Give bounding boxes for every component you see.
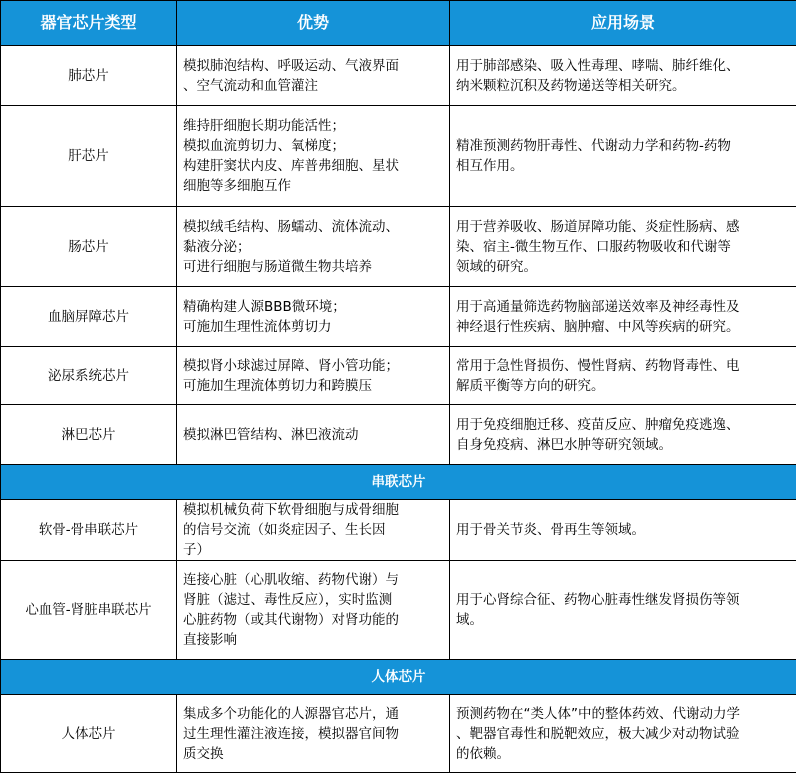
advantage-line: 、空气流动和血管灌注	[183, 77, 318, 94]
application-line: 神经退行性疾病、脑肿瘤、中风等疾病的研究。	[456, 318, 740, 335]
section-title-human: 人体芯片	[1, 660, 796, 695]
application-cell	[450, 287, 796, 347]
header-application: 应用场景	[450, 1, 796, 46]
table-row-gut	[1, 207, 796, 287]
application-line: 用于骨关节炎、骨再生等领域。	[456, 522, 645, 538]
application-cell	[450, 106, 796, 207]
advantage-cell	[177, 106, 450, 207]
table-row-liver	[1, 106, 796, 207]
application-line: 纳米颗粒沉积及药物递送等相关研究。	[456, 77, 686, 94]
advantage-line: 精确构建人源BBB微环境；	[183, 298, 346, 315]
application-line: 、靶器官毒性和脱靶效应，极大减少对动物试验	[456, 725, 740, 742]
advantage-cell	[177, 207, 450, 287]
advantage-line: 肾脏（滤过、毒性反应），实时监测	[183, 592, 393, 608]
chip-name: 泌尿系统芯片	[1, 347, 177, 405]
application-line: 用于心肾综合征、药物心脏毒性继发肾损伤等领	[456, 592, 740, 608]
chip-name: 肝芯片	[1, 106, 177, 207]
advantage-line: 子）	[183, 542, 210, 558]
application-line: 用于营养吸收、肠道屏障功能、炎症性肠病、感	[456, 218, 740, 235]
table-row-bone	[1, 500, 796, 561]
application-cell	[450, 46, 796, 106]
table-row-kidney	[1, 347, 796, 405]
advantage-line: 模拟肾小球滤过屏障、肾小管功能；	[183, 357, 399, 374]
advantage-line: 质交换	[183, 745, 224, 762]
header-type: 器官芯片类型	[1, 1, 177, 46]
advantage-line: 模拟肺泡结构、呼吸运动、气液界面	[183, 57, 399, 74]
chip-name: 肺芯片	[1, 46, 177, 106]
advantage-line: 可施加生理流体剪切力和跨膜压	[183, 377, 372, 394]
advantage-line: 直接影响	[183, 632, 237, 648]
advantage-line: 心脏药物（或其代谢物）对肾功能的	[183, 612, 399, 628]
advantage-line: 细胞等多细胞互作	[183, 178, 291, 194]
application-line: 域。	[456, 612, 483, 628]
table-row-lymph	[1, 405, 796, 465]
application-line: 预测药物在“类人体”中的整体药效、代谢动力学	[456, 705, 740, 722]
chip-name: 人体芯片	[1, 695, 177, 773]
advantage-cell	[177, 46, 450, 106]
application-line: 用于免疫细胞迁移、疫苗反应、肿瘤免疫逃逸、	[456, 416, 740, 433]
application-line: 用于高通量筛选药物脑部递送效率及神经毒性及	[456, 298, 740, 315]
table-row-bbb	[1, 287, 796, 347]
application-cell	[450, 207, 796, 287]
advantage-cell	[177, 405, 450, 465]
chip-name: 淋巴芯片	[1, 405, 177, 465]
advantage-line: 可进行细胞与肠道微生物共培养	[183, 258, 372, 275]
advantage-line: 模拟血流剪切力、氧梯度；	[183, 138, 345, 154]
application-cell	[450, 500, 796, 561]
advantage-line: 黏液分泌；	[183, 238, 251, 255]
advantage-line: 集成多个功能化的人源器官芯片，通	[183, 705, 399, 722]
application-line: 自身免疫病、淋巴水肿等研究领域。	[456, 436, 672, 453]
application-line: 精准预测药物肝毒性、代谢动力学和药物-药物	[456, 138, 731, 154]
advantage-cell	[177, 347, 450, 405]
chip-name: 软骨-骨串联芯片	[1, 500, 177, 561]
application-cell	[450, 347, 796, 405]
table-row-human	[1, 695, 796, 773]
section-row-series	[1, 465, 796, 500]
advantage-cell	[177, 561, 450, 660]
application-line: 领域的研究。	[456, 258, 537, 275]
advantage-cell	[177, 695, 450, 773]
advantage-line: 维持肝细胞长期功能活性；	[183, 118, 345, 134]
application-line: 染、宿主-微生物互作、口服药物吸收和代谢等	[456, 238, 731, 255]
advantage-line: 可施加生理性流体剪切力	[183, 318, 332, 335]
advantage-cell	[177, 287, 450, 347]
advantage-line: 模拟绒毛结构、肠蠕动、流体流动、	[183, 218, 399, 235]
application-cell	[450, 695, 796, 773]
header-row	[1, 1, 796, 46]
advantage-line: 连接心脏（心肌收缩、药物代谢）与	[183, 572, 399, 588]
advantage-line: 构建肝窦状内皮、库普弗细胞、星状	[183, 158, 399, 174]
advantage-line: 模拟机械负荷下软骨细胞与成骨细胞	[183, 502, 399, 518]
application-line: 解质平衡等方向的研究。	[456, 377, 605, 394]
advantage-line: 模拟淋巴管结构、淋巴液流动	[183, 426, 359, 443]
table-row-lung	[1, 46, 796, 106]
chip-name: 血脑屏障芯片	[1, 287, 177, 347]
advantage-line: 的信号交流（如炎症因子、生长因	[183, 522, 386, 538]
section-row-human	[1, 660, 796, 695]
application-line: 用于肺部感染、吸入性毒理、哮喘、肺纤维化、	[456, 57, 740, 74]
advantage-cell	[177, 500, 450, 561]
header-advantage: 优势	[177, 1, 450, 46]
chip-name: 肠芯片	[1, 207, 177, 287]
table-row-heart-kidney	[1, 561, 796, 660]
chip-name: 心血管-肾脏串联芯片	[1, 561, 177, 660]
section-title-series: 串联芯片	[1, 465, 796, 500]
application-line: 常用于急性肾损伤、慢性肾病、药物肾毒性、电	[456, 357, 740, 374]
application-cell	[450, 405, 796, 465]
advantage-line: 过生理性灌注液连接，模拟器官间物	[183, 725, 399, 742]
application-cell	[450, 561, 796, 660]
application-line: 相互作用。	[456, 158, 524, 174]
application-line: 的依赖。	[456, 745, 510, 762]
